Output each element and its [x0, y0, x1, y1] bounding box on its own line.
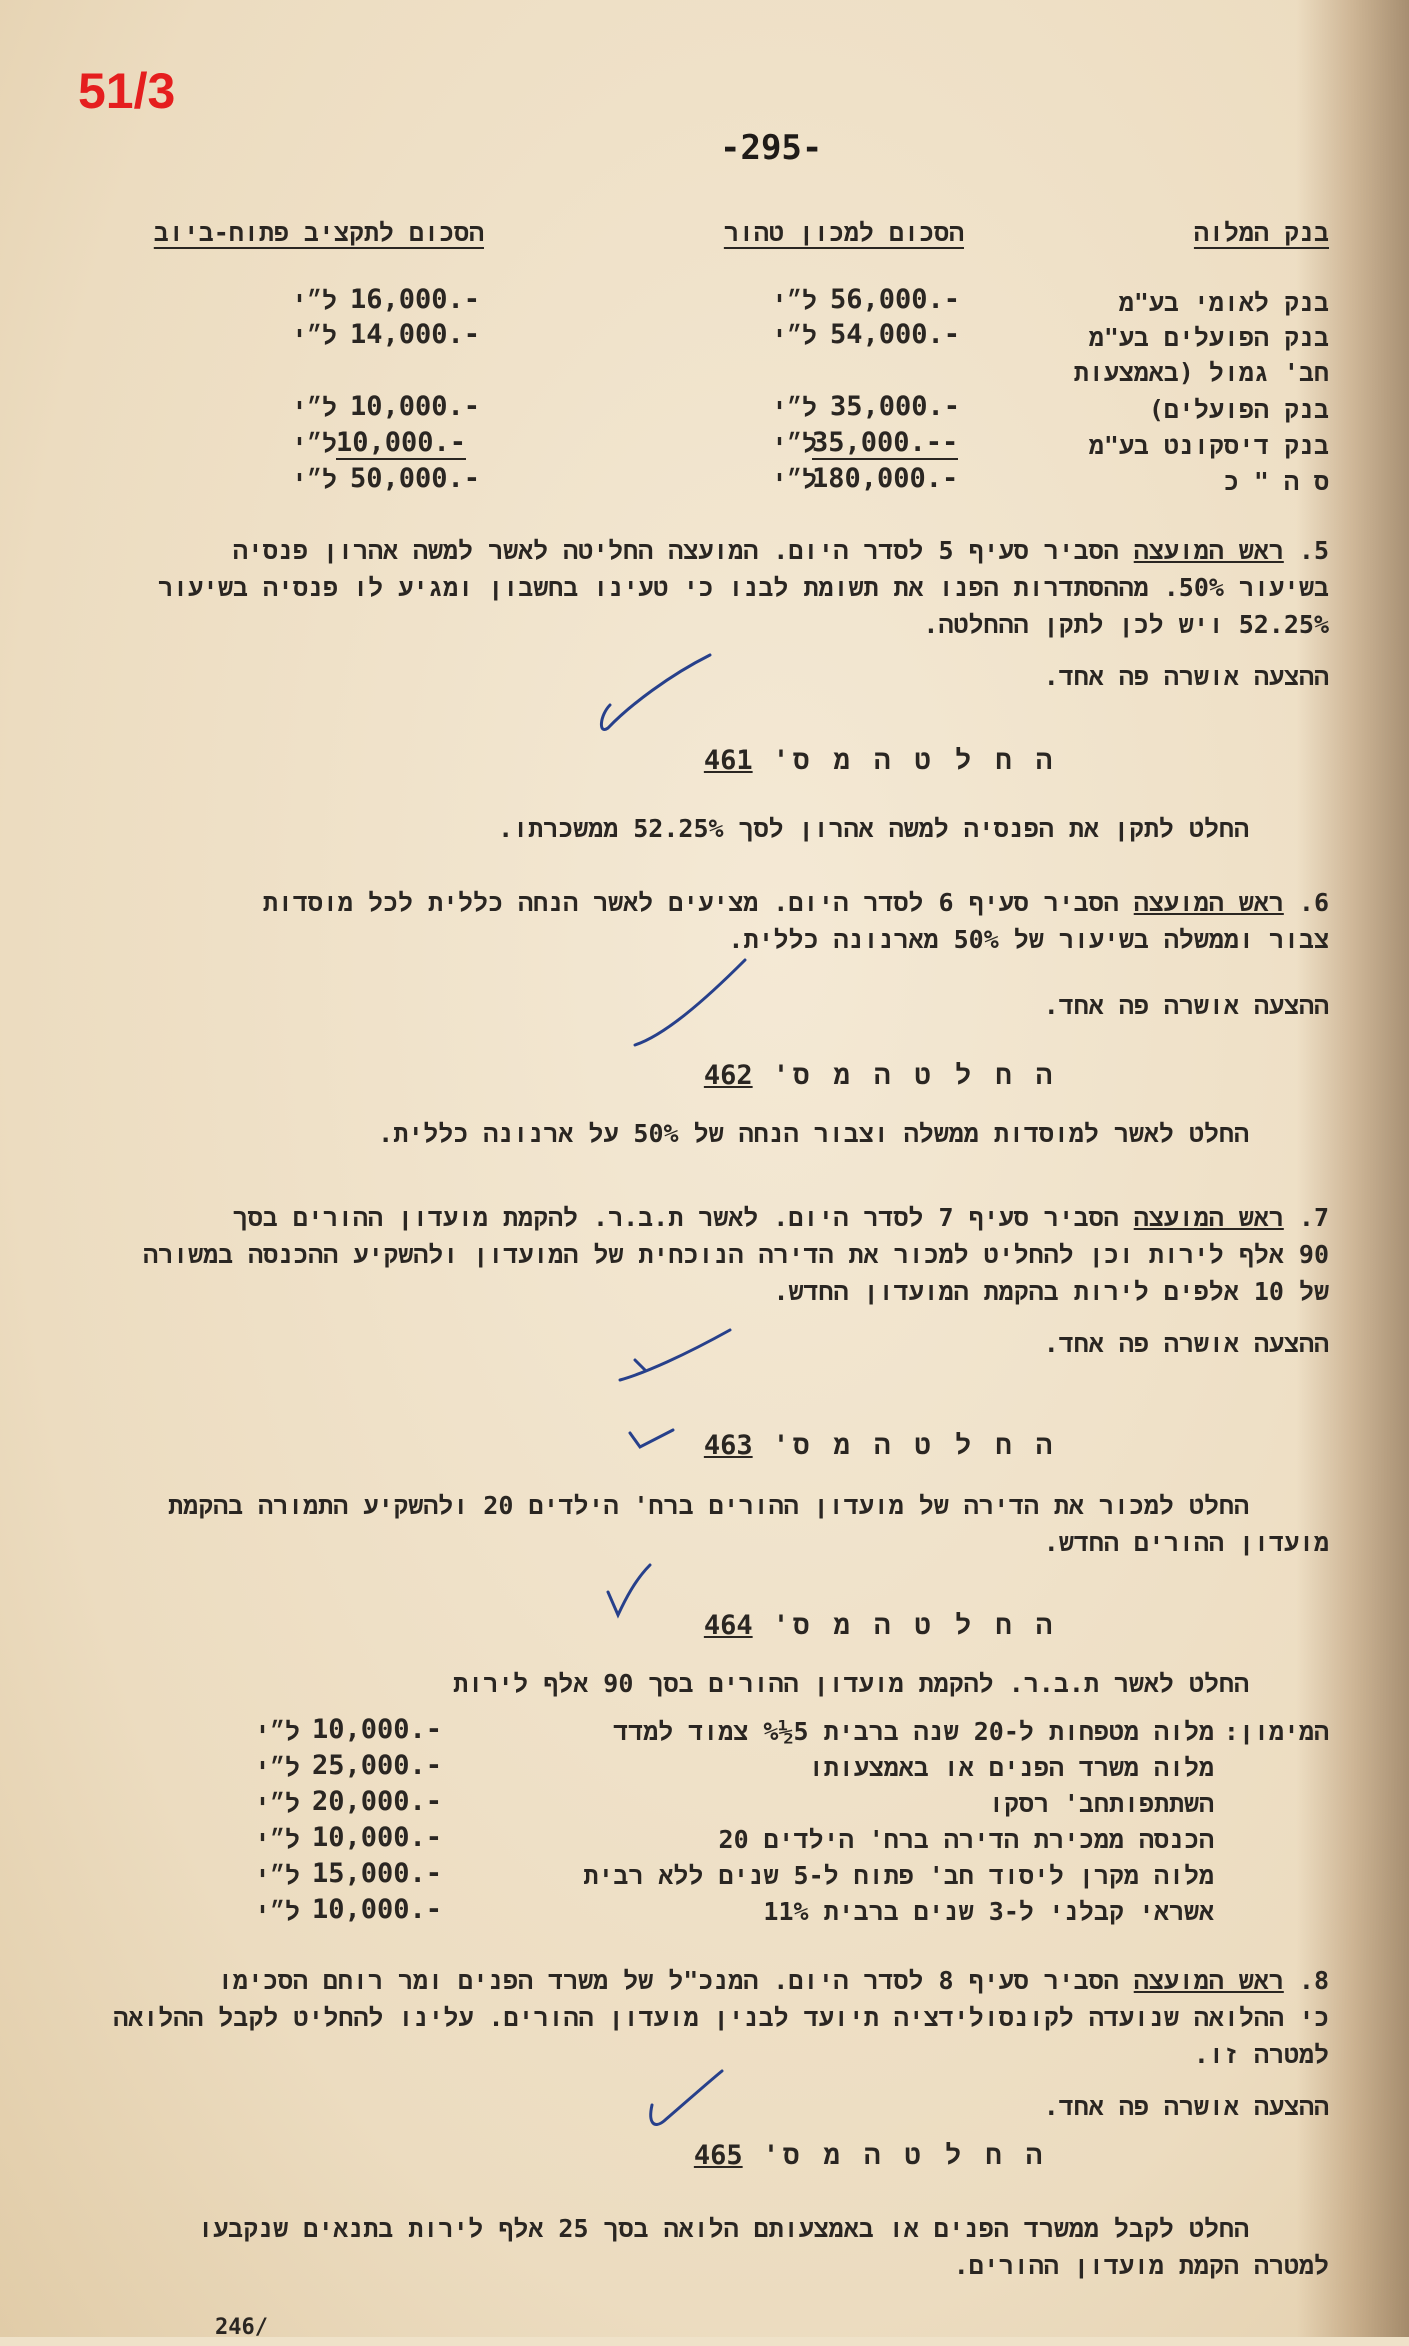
- amount-dev: 10,000.-: [350, 391, 481, 422]
- bank-name: בנק לאומי בע"מ: [1118, 288, 1329, 317]
- speaker: ראש המועצה: [1133, 888, 1284, 917]
- lira-sign: ל״י: [255, 1825, 301, 1854]
- item5-line2: בשיעור 50%. מההסתדרות הפנו את תשומת לבנו כי טעינו בחשבון ומגיע לו פנסיה בשיעור: [157, 573, 1329, 602]
- header-clean-institute: הסכום למכון טהור: [723, 218, 964, 247]
- item8-line2: כי ההלואה שנועדה לקונסולידציה תיועד לבנין מועדון ההורים. עלינו להחליט לקבל ההלואה: [113, 2003, 1329, 2032]
- lira-sign: ל״י: [292, 286, 338, 315]
- funding-label: המימון:: [1223, 1717, 1329, 1746]
- lira-sign: ל״י: [255, 1717, 301, 1746]
- handwritten-check-mark: [600, 1560, 660, 1620]
- resolution-462-heading: [690, 1060, 1070, 1093]
- header-bank: בנק המלוה: [1193, 218, 1329, 247]
- lira-sign: ל״י: [255, 1897, 301, 1926]
- footer-mark: 246/: [215, 2315, 268, 2340]
- resolution-465-heading: [680, 2140, 1060, 2173]
- handwritten-check-mark: [625, 955, 755, 1055]
- resolution-463-line2: מועדון ההורים החדש.: [1043, 1528, 1329, 1557]
- amount-clean: 54,000.-: [830, 319, 961, 350]
- amount-clean-total: 180,000.-: [812, 463, 959, 494]
- speaker: ראש המועצה: [1133, 536, 1284, 565]
- amount-dev: 14,000.-: [350, 319, 481, 350]
- lira-sign: ל״י: [292, 465, 338, 494]
- resolution-465-line1: החלט לקבל ממשרד הפנים או באמצעותם הלואה בסך 25 אלף לירות בתנאים שנקבעו: [198, 2214, 1249, 2243]
- funding-desc: מלוה משרד הפנים או באמצעותו: [808, 1753, 1214, 1782]
- resolution-title: ה ח ל ט ה מ ס': [772, 745, 1057, 776]
- bank-name: חב' גמול (באמצעות: [1073, 358, 1329, 387]
- item-text: הסביר סעיף 8 לסדר היום. המנכ"ל של משרד הפנים ומר רוחם הסכימו: [217, 1966, 1119, 1995]
- resolution-463-line1: החלט למכור את הדירה של מועדון ההורים ברח' הילדים 20 ולהשקיע התמורה בהקמת: [168, 1491, 1249, 1520]
- handwritten-tick-mark: [628, 1425, 678, 1455]
- resolution-462-text: החלט לאשר למוסדות ממשלה וצבור הנחה של 50% על ארנונה כללית.: [378, 1119, 1249, 1148]
- bank-name: ס ה " כ: [1223, 467, 1329, 496]
- funding-amount: 15,000.-: [312, 1858, 443, 1889]
- resolution-number: 462: [703, 1060, 753, 1091]
- lira-sign: ל״י: [772, 286, 818, 315]
- lira-sign: ל״י: [292, 321, 338, 350]
- resolution-464-heading: [690, 1610, 1070, 1643]
- item6-line1: [263, 884, 1329, 921]
- amount-dev: 16,000.-: [350, 284, 481, 315]
- resolution-number: 464: [703, 1610, 753, 1641]
- resolution-number: 465: [693, 2140, 743, 2171]
- speaker: ראש המועצה: [1133, 1203, 1284, 1232]
- approval-note: ההצעה אושרה פה אחד.: [1043, 991, 1329, 1020]
- item-text: הסביר סעיף 7 לסדר היום. לאשר ת.ב.ר. להקמת מועדון ההורים בסך: [232, 1203, 1119, 1232]
- resolution-number: 461: [703, 745, 753, 776]
- amount-dev-total: 50,000.-: [350, 463, 481, 494]
- resolution-title: ה ח ל ט ה מ ס': [772, 1610, 1057, 1641]
- funding-amount: 10,000.-: [312, 1822, 443, 1853]
- item-number: 7.: [1298, 1203, 1329, 1232]
- funding-amount: 20,000.-: [312, 1786, 443, 1817]
- item-number: 6.: [1298, 888, 1329, 917]
- item-number: 5.: [1298, 536, 1329, 565]
- speaker: ראש המועצה: [1133, 1966, 1284, 1995]
- amount-clean: 56,000.-: [830, 284, 961, 315]
- item8-line1: [218, 1962, 1329, 1999]
- item7-line2: 90 אלף לירות וכן להחליט למכור את הדירה הנוכחית של המועדון ולהשקיע ההכנסה במשורה: [143, 1240, 1329, 1269]
- approval-note: ההצעה אושרה פה אחד.: [1043, 1329, 1329, 1358]
- item8-line3: למטרה זו.: [1193, 2040, 1329, 2069]
- resolution-465-line2: למטרה הקמת מועדון ההורים.: [953, 2251, 1329, 2280]
- funding-desc: הכנסה ממכירת הדירה ברח' הילדים 20: [718, 1825, 1214, 1854]
- handwritten-check-mark: [640, 2065, 730, 2135]
- lira-sign: ל״י: [292, 393, 338, 422]
- lira-sign: ל״י: [255, 1789, 301, 1818]
- lira-sign: ל״י: [772, 465, 818, 494]
- funding-desc: השתתפותחב' רסקו: [988, 1789, 1214, 1818]
- resolution-title: ה ח ל ט ה מ ס': [762, 2140, 1047, 2171]
- item-number: 8.: [1298, 1966, 1329, 1995]
- handwritten-check-mark: [615, 1325, 735, 1385]
- item5-line3: 52.25% ויש לכן לתקן ההחלטה.: [923, 610, 1329, 639]
- item5-line1: [233, 532, 1329, 569]
- item-text: הסביר סעיף 5 לסדר היום. המועצה החליטה לאשר למשה אהרון פנסיה: [232, 536, 1119, 565]
- page-number: -295-: [720, 128, 823, 168]
- bank-name: בנק דיסקונט בע"מ: [1088, 431, 1329, 460]
- item6-line2: צבור וממשלה בשיעור של 50% מארנונה כללית.: [728, 925, 1329, 954]
- bank-name: בנק הפועלים בע"מ: [1088, 323, 1329, 352]
- header-development: הסכום לתקציב פתוח-ביוב: [153, 218, 484, 247]
- resolution-title: ה ח ל ט ה מ ס': [772, 1060, 1057, 1091]
- resolution-463-heading: [690, 1430, 1070, 1463]
- resolution-464-text: החלט לאשר ת.ב.ר. להקמת מועדון ההורים בסך 90 אלף לירות: [453, 1669, 1249, 1698]
- funding-desc: מלוה מקרן ליסוד חב' פתוח ל-5 שנים ללא רבית: [583, 1861, 1214, 1890]
- funding-amount: 10,000.-: [312, 1894, 443, 1925]
- lira-sign: ל״י: [255, 1861, 301, 1890]
- lira-sign: ל״י: [292, 429, 338, 458]
- funding-desc: אשראי קבלני ל-3 שנים ברבית 11%: [763, 1897, 1214, 1926]
- item-text: הסביר סעיף 6 לסדר היום. מציעים לאשר הנחה כללית לכל מוסדות: [262, 888, 1119, 917]
- lira-sign: ל״י: [772, 321, 818, 350]
- item7-line3: של 10 אלפים לירות בהקמת המועדון החדש.: [773, 1277, 1329, 1306]
- archive-label: 51/3: [78, 63, 176, 119]
- approval-note: ההצעה אושרה פה אחד.: [1043, 662, 1329, 691]
- amount-clean: 35,000.--: [812, 427, 959, 458]
- funding-amount: 10,000.-: [312, 1714, 443, 1745]
- handwritten-check-mark: [590, 650, 720, 740]
- item7-line1: [233, 1199, 1329, 1236]
- resolution-title: ה ח ל ט ה מ ס': [772, 1430, 1057, 1461]
- resolution-number: 463: [703, 1430, 753, 1461]
- lira-sign: ל״י: [772, 429, 818, 458]
- lira-sign: ל״י: [255, 1753, 301, 1782]
- amount-dev: 10,000.-: [336, 427, 467, 458]
- resolution-461-text: החלט לתקן את הפנסיה למשה אהרון לסך 52.25% ממשכרתו.: [498, 814, 1249, 843]
- resolution-461-heading: [690, 745, 1070, 778]
- amount-clean: 35,000.-: [830, 391, 961, 422]
- bank-name: בנק הפועלים): [1148, 395, 1329, 424]
- funding-amount: 25,000.-: [312, 1750, 443, 1781]
- lira-sign: ל״י: [772, 393, 818, 422]
- funding-desc: מלוה מטפחות ל-20 שנה ברבית 5½% צמוד למדד: [613, 1717, 1214, 1746]
- approval-note: ההצעה אושרה פה אחד.: [1043, 2092, 1329, 2121]
